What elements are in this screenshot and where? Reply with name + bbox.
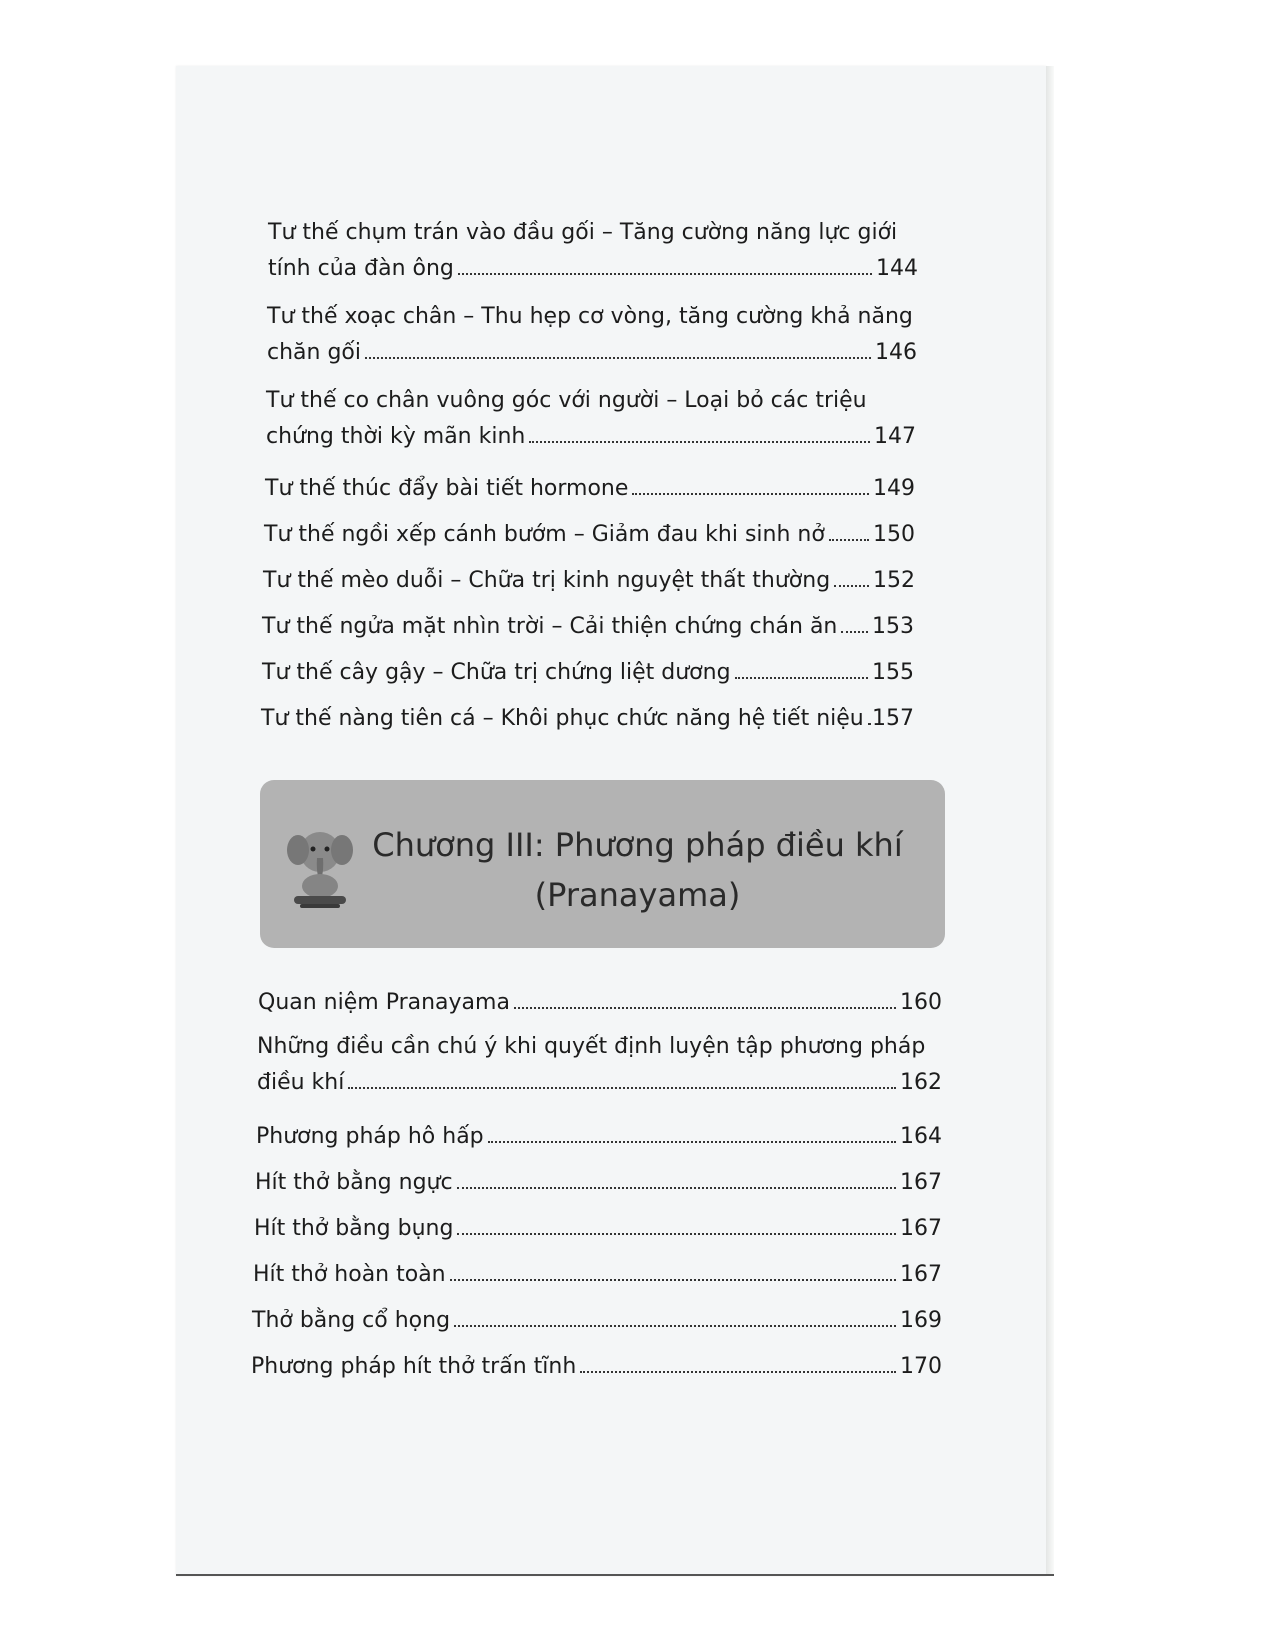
dot-leader xyxy=(529,441,870,443)
dot-leader xyxy=(841,631,868,633)
page-bottom-edge xyxy=(176,1574,1054,1576)
toc-entry-title-line2: tính của đàn ông xyxy=(268,256,454,281)
page-edge xyxy=(1046,66,1054,1576)
toc-entry[interactable] xyxy=(257,1036,942,1094)
toc-entry-title-line1: Tư thế co chân vuông góc với người – Loại bỏ các triệu xyxy=(266,388,867,413)
toc-page-number: 146 xyxy=(875,340,917,365)
toc-page-number: 152 xyxy=(873,568,915,593)
toc-entry-title: Tư thế cây gậy – Chữa trị chứng liệt dương xyxy=(262,660,731,685)
dot-leader xyxy=(457,1187,896,1189)
dot-leader xyxy=(457,1233,896,1235)
dot-leader xyxy=(580,1371,896,1373)
toc-entry[interactable] xyxy=(251,1356,942,1378)
toc-entry-title: Hít thở hoàn toàn xyxy=(253,1262,446,1287)
toc-entry[interactable] xyxy=(252,1310,942,1332)
toc-entry[interactable] xyxy=(261,708,914,730)
toc-entry[interactable] xyxy=(262,662,914,684)
toc-page-number: 167 xyxy=(900,1170,942,1195)
toc-entry[interactable] xyxy=(267,306,917,364)
toc-entry-title: Quan niệm Pranayama xyxy=(258,990,510,1015)
toc-entry-title: Phương pháp hô hấp xyxy=(256,1124,484,1149)
toc-entry[interactable] xyxy=(264,524,915,546)
toc-entry-title-line1: Tư thế chụm trán vào đầu gối – Tăng cường năng lực giới xyxy=(268,220,898,245)
toc-entry-title-line2: chứng thời kỳ mãn kinh xyxy=(266,424,526,449)
toc-page-number: 167 xyxy=(900,1216,942,1241)
toc-entry-title: Tư thế ngửa mặt nhìn trời – Cải thiện chứng chán ăn xyxy=(262,614,838,639)
toc-entry[interactable] xyxy=(258,992,942,1014)
toc-page-number: 147 xyxy=(874,424,916,449)
toc-entry-title: Tư thế thúc đẩy bài tiết hormone xyxy=(265,476,629,501)
toc-entry-title: Tư thế mèo duỗi – Chữa trị kinh nguyệt thất thường xyxy=(263,568,831,593)
toc-entry-title: Hít thở bằng ngực xyxy=(255,1170,453,1195)
toc-entry[interactable] xyxy=(266,390,916,448)
elephant-icon xyxy=(286,822,354,910)
toc-entry[interactable] xyxy=(268,222,918,280)
dot-leader xyxy=(488,1141,896,1143)
toc-entry-title-line1: Những điều cần chú ý khi quyết định luyện tập phương pháp xyxy=(257,1034,926,1059)
toc-page-number: 149 xyxy=(873,476,915,501)
toc-entry[interactable] xyxy=(265,478,915,500)
chapter-title-line1: Chương III: Phương pháp điều khí xyxy=(372,826,903,864)
toc-page-number: 155 xyxy=(872,660,914,685)
toc-page-number: 153 xyxy=(872,614,914,639)
dot-leader xyxy=(348,1087,896,1089)
dot-leader xyxy=(514,1007,896,1009)
toc-page-number: 160 xyxy=(900,990,942,1015)
chapter-heading-box xyxy=(260,780,945,948)
toc-page-number: 169 xyxy=(900,1308,942,1333)
toc-entry[interactable] xyxy=(263,570,915,592)
chapter-title-line2: (Pranayama) xyxy=(534,876,741,914)
dot-leader xyxy=(365,357,871,359)
toc-page-number: 162 xyxy=(900,1070,942,1095)
toc-entry-title-line2: điều khí xyxy=(257,1070,345,1095)
dot-leader xyxy=(450,1279,896,1281)
dot-leader xyxy=(454,1325,896,1327)
toc-entry-title: Phương pháp hít thở trấn tĩnh xyxy=(251,1354,577,1379)
toc-entry[interactable] xyxy=(256,1126,942,1148)
toc-entry-title: Tư thế nàng tiên cá – Khôi phục chức năng hệ tiết niệu xyxy=(261,706,864,731)
dot-leader xyxy=(632,493,869,495)
toc-entry-title-line1: Tư thế xoạc chân – Thu hẹp cơ vòng, tăng cường khả năng xyxy=(267,304,913,329)
toc-page-number: 170 xyxy=(900,1354,942,1379)
toc-entry-title-line2: chăn gối xyxy=(267,340,361,365)
toc-page-number: 150 xyxy=(873,522,915,547)
dot-leader xyxy=(834,585,869,587)
toc-entry-title: Tư thế ngồi xếp cánh bướm – Giảm đau khi sinh nở xyxy=(264,522,825,547)
toc-entry[interactable] xyxy=(254,1218,942,1240)
chapter-title xyxy=(360,820,915,920)
toc-entry[interactable] xyxy=(262,616,914,638)
toc-entry[interactable] xyxy=(255,1172,942,1194)
toc-page-number: 164 xyxy=(900,1124,942,1149)
toc-entry-title: Thở bằng cổ họng xyxy=(252,1308,451,1333)
dot-leader xyxy=(458,273,872,275)
toc-page-number: 144 xyxy=(876,256,918,281)
toc-page-number: 157 xyxy=(872,706,914,731)
toc-entry-title: Hít thở bằng bụng xyxy=(254,1216,454,1241)
dot-leader xyxy=(735,677,868,679)
toc-entry[interactable] xyxy=(253,1264,942,1286)
dot-leader xyxy=(829,539,869,541)
toc-page-number: 167 xyxy=(900,1262,942,1287)
